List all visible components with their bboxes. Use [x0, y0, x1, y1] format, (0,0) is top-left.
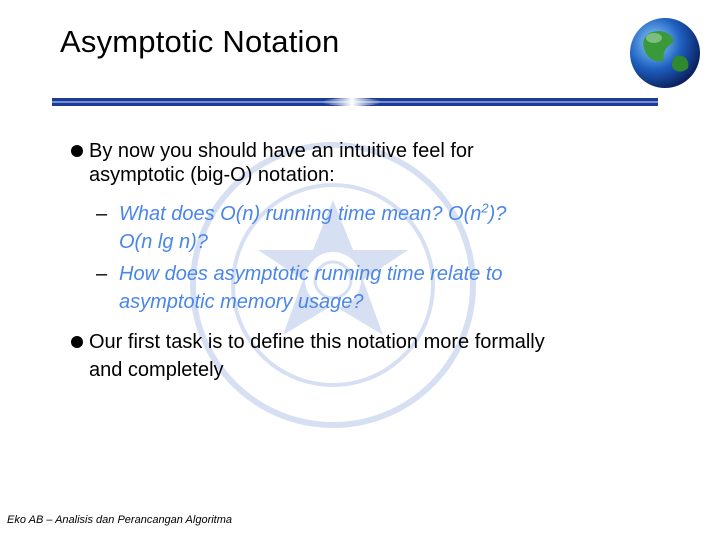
- sub-item-2-line-1: How does asymptotic running time relate to: [119, 263, 503, 285]
- globe-icon: [628, 16, 702, 90]
- slide-footer: Eko AB – Analisis dan Perancangan Algoritma: [7, 514, 233, 526]
- sub-item-1-text: What does O(n) running time mean? O(n: [119, 203, 482, 225]
- bullet-2-line-2: and completely: [89, 359, 224, 381]
- sub-item-2-line-2: asymptotic memory usage?: [119, 291, 364, 313]
- sub-bullet-dash: –: [96, 203, 108, 225]
- sub-bullet-dash: –: [96, 263, 108, 285]
- sub-item-1-line-1: [119, 202, 506, 226]
- superscript-exponent: 2: [481, 200, 489, 216]
- bullet-marker: [71, 336, 83, 348]
- bullet-2-line-1: Our first task is to define this notation more formally: [89, 331, 545, 353]
- slide-title: Asymptotic Notation: [60, 24, 340, 59]
- sub-item-1-line-2: O(n lg n)?: [119, 231, 208, 253]
- sub-item-1-text-end: )?: [488, 203, 507, 225]
- title-divider: [52, 96, 658, 110]
- bullet-1-line-2: asymptotic (big-O) notation:: [89, 164, 335, 186]
- bullet-marker: [71, 145, 83, 157]
- bullet-1-line-1: By now you should have an intuitive feel for: [89, 140, 474, 162]
